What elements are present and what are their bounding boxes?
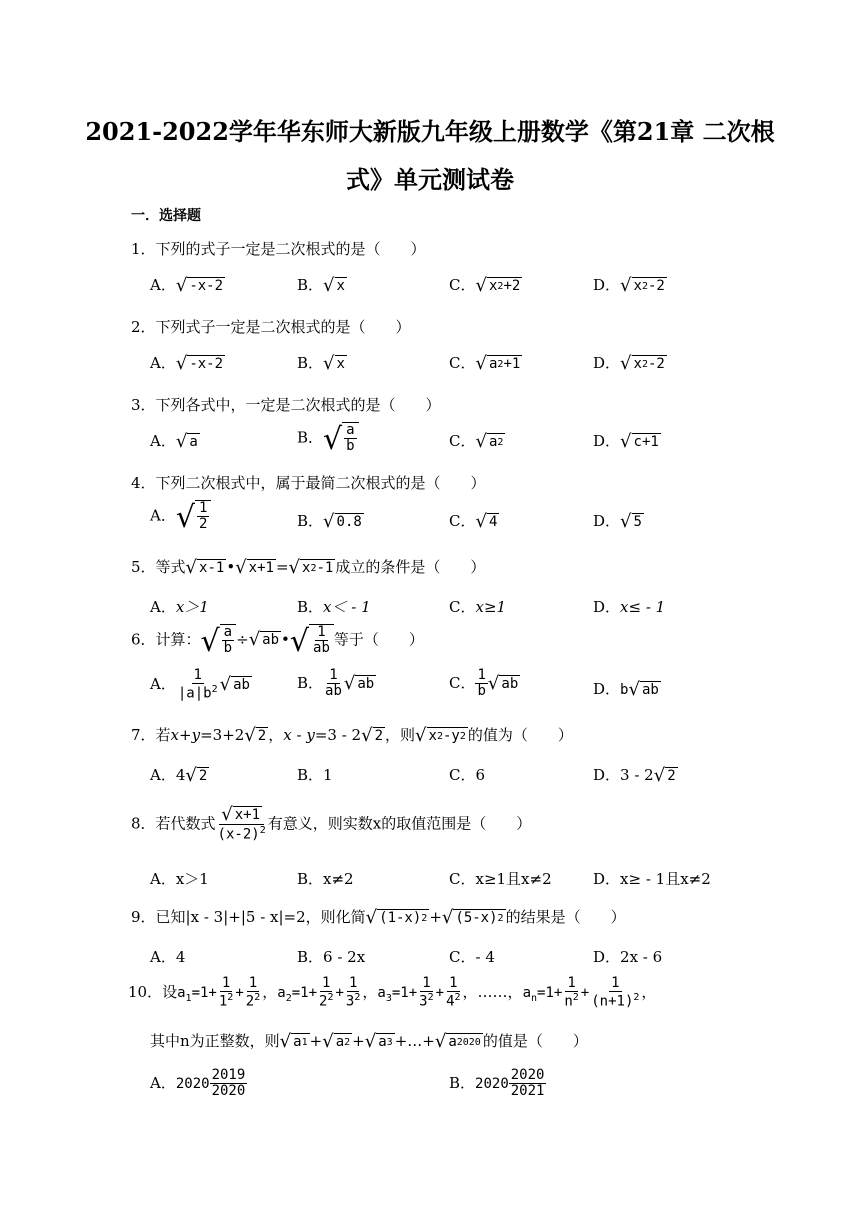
q6-option-a: A． $\frac{1}{|a|b^2}$ √ ab bbox=[150, 667, 250, 703]
q7-option-b: B．1 bbox=[297, 766, 333, 784]
title-line-2: 式》单元测试卷 bbox=[346, 165, 514, 194]
q3-option-d: D． √ c+1 bbox=[593, 431, 659, 452]
question-2: 2．下列式子一定是二次根式的是（ ） bbox=[131, 318, 411, 336]
q2-option-d: D． √ x 2 -2 bbox=[593, 353, 665, 374]
section-heading: 一．选择题 bbox=[131, 208, 201, 224]
question-9: 9．已知|x - 3|+|5 - x|=2，则化简 √ (1-x) 2 + √ (5-x) 2 的结果是（ ） bbox=[131, 907, 626, 928]
q4-option-b: B． √ 0.8 bbox=[297, 511, 362, 532]
q6-option-b: B． $\frac{1}{ab}$ √ ab bbox=[297, 667, 375, 700]
q2-option-a: A． √ -x-2 bbox=[150, 353, 224, 374]
q1-option-d: D． √ x 2 -2 bbox=[593, 275, 665, 296]
q10-option-a: A．2020 $\frac{2019}{2020}$ bbox=[150, 1067, 246, 1100]
q7-option-c: C．6 bbox=[449, 766, 486, 784]
q10-option-b: B．2020 $\frac{2020}{2021}$ bbox=[449, 1067, 545, 1100]
q5-option-b: B．x＜ - 1 bbox=[297, 598, 371, 616]
q2-option-b: B． √ x bbox=[297, 353, 345, 374]
question-3: 3．下列各式中，一定是二次根式的是（ ） bbox=[131, 396, 441, 414]
q1-option-b: B． √ x bbox=[297, 275, 345, 296]
q8-option-c: C．x≥1且x≠2 bbox=[449, 870, 552, 888]
question-10-line-2: 其中n为正整数，则 √ a 1 + √ a 2 + √ a 3 +…+ √ a 2020 的值是（ ） bbox=[150, 1031, 588, 1052]
q9-option-d: D．2x - 6 bbox=[593, 948, 663, 966]
question-8: 8．若代数式 √ x+1 $(x-2)^2$ 有意义，则实数x的取值范围是（ ） bbox=[131, 804, 532, 843]
q9-option-a: A．4 bbox=[150, 948, 186, 966]
title-line-1: 2021-2022学年华东师大新版九年级上册数学《第21章 二次根 bbox=[85, 117, 775, 146]
q4-option-d: D． √ 5 bbox=[593, 511, 642, 532]
q5-option-d: D．x≤ - 1 bbox=[593, 598, 666, 616]
question-10: 10．设$a_1=1+$ $\frac{1}{1^2}$ + $\frac{1}{2^2}$ ，$a_2=1+$ $\frac{1}{2^2}$ + $\frac{1}{3^2}$ ，$a_3=1+$ $\frac{1}{3^2}$ + $\frac{1}{4^2}$ ，……，$a_n=1+$ $\frac{1}{n^2}$ + $\frac{1}{(n+1)^2}$ ， bbox=[128, 975, 657, 1011]
q4-option-a: A． √ $\frac{1}{2}$ bbox=[150, 500, 211, 533]
q2-option-c: C． √ a 2 +1 bbox=[449, 353, 521, 374]
question-7: 7．若x+y=3+2 √ 2 ，x - y=3 - 2 √ 2 ，则 √ x 2 -y 2 的值为（ ） bbox=[131, 725, 573, 746]
q8-option-d: D．x≥ - 1且x≠2 bbox=[593, 870, 711, 888]
question-4: 4．下列二次根式中，属于最简二次根式的是（ ） bbox=[131, 474, 486, 492]
q8-option-b: B．x≠2 bbox=[297, 870, 354, 888]
question-1: 1．下列的式子一定是二次根式的是（ ） bbox=[131, 240, 426, 258]
q8-option-a: A．x＞1 bbox=[150, 870, 209, 888]
question-6: 6．计算： √ $\frac{a}{b}$ ÷ √ ab • √ $\frac{1}{ab}$ 等于（ ） bbox=[131, 623, 424, 659]
q5-option-c: C．x≥1 bbox=[449, 598, 507, 616]
q6-option-d: D．b √ ab bbox=[593, 679, 659, 700]
q6-option-c: C． $\frac{1}{b}$ √ ab bbox=[449, 667, 519, 700]
q3-option-a: A． √ a bbox=[150, 431, 198, 452]
q3-option-b: B． √ $\frac{a}{b}$ bbox=[297, 422, 359, 455]
q9-option-b: B．6 - 2x bbox=[297, 948, 366, 966]
q5-option-a: A．x＞1 bbox=[150, 598, 209, 616]
q4-option-c: C． √ 4 bbox=[449, 511, 498, 532]
q7-option-a: A．4 √ 2 bbox=[150, 765, 208, 786]
q9-option-c: C．- 4 bbox=[449, 948, 495, 966]
q1-option-a: A． √ -x-2 bbox=[150, 275, 224, 296]
question-5: 5．等式 √ x-1 • √ x+1 = √ x 2 -1 成立的条件是（ ） bbox=[131, 557, 486, 578]
q3-option-c: C． √ a 2 bbox=[449, 431, 504, 452]
q7-option-d: D．3 - 2 √ 2 bbox=[593, 765, 676, 786]
q1-option-c: C． √ x 2 +2 bbox=[449, 275, 521, 296]
